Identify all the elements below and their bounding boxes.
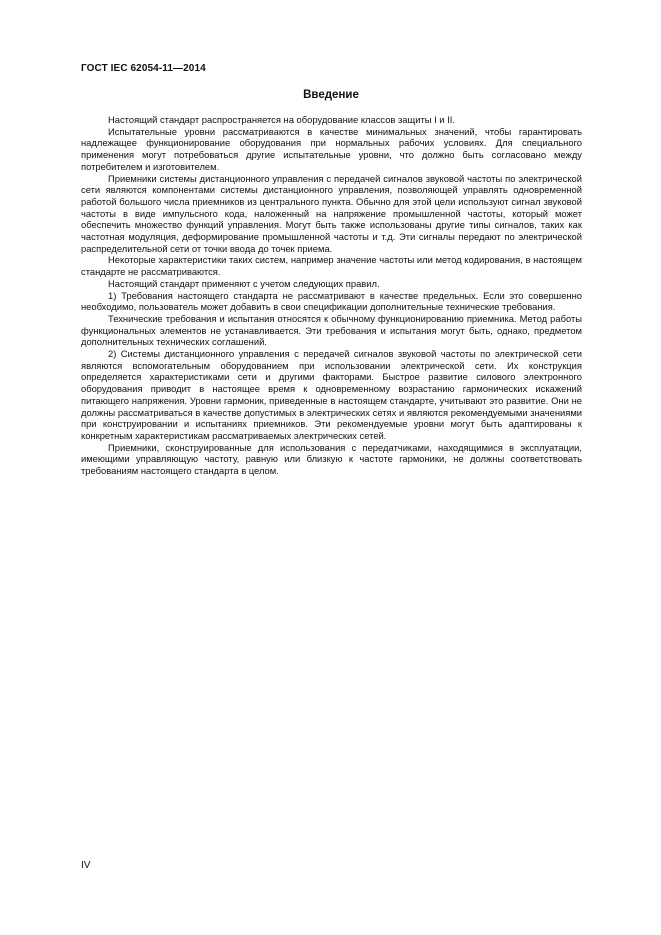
page-number: IV [81, 860, 91, 871]
section-body [81, 114, 582, 477]
paragraph-2: Испытательные уровни рассматриваются в качестве минимальных значений, чтобы гарантировать надлежащее функционирование оборудования при нормальных рабочих условиях. Для специального применения могут потребоваться другие испытательные уровни, что должно быть согласовано между потребителем и изготовителем. [81, 125, 582, 172]
section-title: Введение [303, 89, 359, 101]
paragraph-6: 1) Требования настоящего стандарта не рассматривают в качестве предельных. Если это совершенно необходимо, пользователь может добавить в свои спецификации дополнительные технические требования. [81, 289, 582, 313]
paragraph-7: Технические требования и испытания относятся к обычному функционированию приемника. Метод работы функциональных элементов не устанавливается. Эти требования и испытания могут быть, однако, предметом дополнительных технических соглашений. [81, 312, 582, 348]
paragraph-3: Приемники системы дистанционного управления с передачей сигналов звуковой частоты по электрической сети являются компонентами системы дистанционного управления, позволяющей управлять одновременной работой большого числа приемников из центрального пункта. Обычно для этой цели используют сигнал звуковой частоты в виде импульсного кода, наложенный на напряжение промышленной частоты, который может обеспечить множество функций управления. Могут быть также использованы другие типы сигналов, таких как частотная модуляция, деформирование промышленной частоты и т.д. Эти сигналы передают по электрической распределительной сети от точки ввода до точек приема. [81, 172, 582, 254]
paragraph-1: Настоящий стандарт распространяется на оборудование классов защиты I и II. [108, 114, 455, 125]
paragraph-9: Приемники, сконструированные для использования с передатчиками, находящимися в эксплуатации, имеющими управляющую частоту, равную или близкую к частоте гармоники, не должны соответствовать требованиям настоящего стандарта в целом. [81, 441, 582, 477]
document-header: ГОСТ IEC 62054-11—2014 [81, 63, 206, 74]
paragraph-4: Некоторые характеристики таких систем, например значение частоты или метод кодирования, в настоящем стандарте не рассматриваются. [81, 254, 582, 278]
paragraph-8: 2) Системы дистанционного управления с передачей сигналов звуковой частоты по электрической сети являются вспомогательным оборудованием при использовании электрической сети. Их конструкция определяется характеристиками сети и другими факторами. Быстрое развитие силового электронного оборудования приводит в настоящее время к одновременному возрастанию гармонических искажений питающего напряжения. Уровни гармоник, приведенные в настоящем стандарте, учитывают это развитие. Они не должны рассматриваться в качестве допустимых в электрических сетях и являются рекомендуемыми значениями при конструировании и испытаниях приемников. Эти рекомендуемые уровни могут быть адаптированы к конкретным характеристикам рассматриваемых электрических сетей. [81, 348, 582, 441]
paragraph-5: Настоящий стандарт применяют с учетом следующих правил. [108, 277, 380, 289]
